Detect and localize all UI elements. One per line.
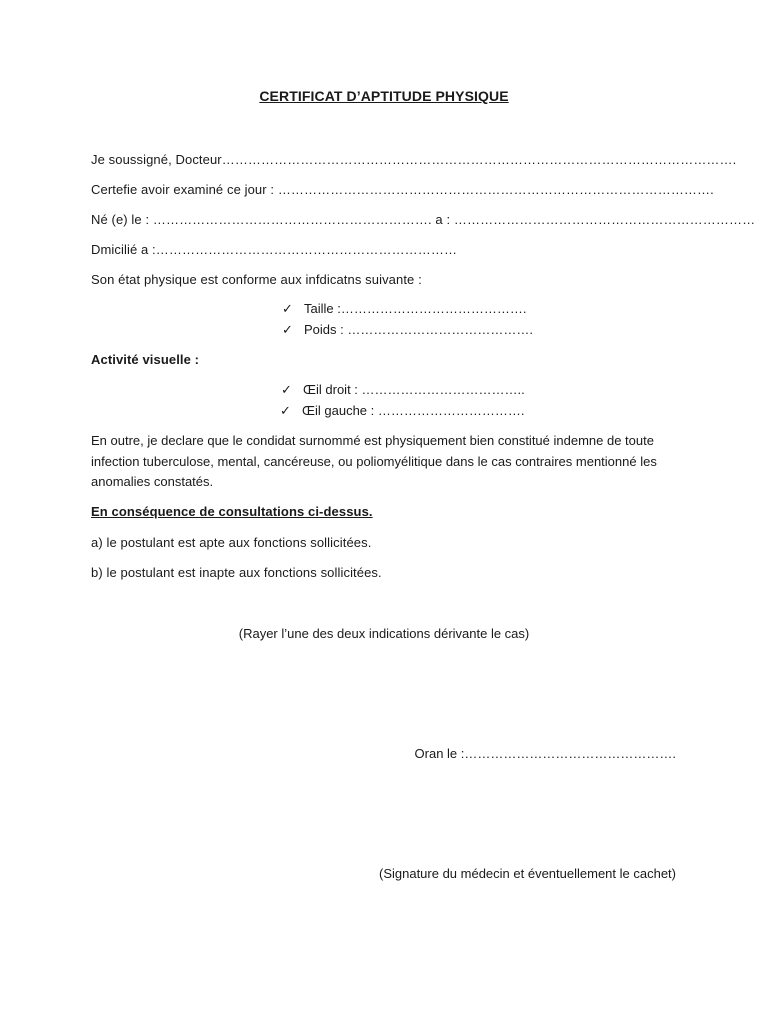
left-eye-item [280, 403, 525, 419]
consequence-heading: En conséquence de consultations ci-dessus. [91, 504, 373, 519]
birth-line: Né (e) le : ………………………………………………………. a : …………………………………………………………… [91, 212, 756, 227]
checkmark-icon: ✓ [282, 301, 293, 316]
option-inapt: b) le postulant est inapte aux fonctions sollicitées. [91, 565, 382, 580]
checkmark-icon: ✓ [281, 382, 292, 397]
examination-date-line: Certefie avoir examiné ce jour : ………………………………………………………………………………………. [91, 182, 714, 197]
height-item [282, 301, 526, 317]
height-label: Taille :……………………………………. [304, 301, 527, 316]
document-title: CERTIFICAT D’APTITUDE PHYSIQUE [259, 88, 509, 104]
address-line: Dmicilié a :…………………………………………………………… [91, 242, 458, 257]
physical-state-line: Son état physique est conforme aux infdicatns suivante : [91, 272, 422, 287]
strike-instruction: (Rayer l’une des deux indications dérivante le cas) [238, 626, 530, 641]
declaration-paragraph: En outre, je declare que le condidat surnommé est physiquement bien constitué indemne de toute infection tuberculose, mental, cancéreuse, ou poliomyélitique dans le cas contraires mentionné les anomalies constatés. [91, 433, 657, 489]
option-apt: a) le postulant est apte aux fonctions sollicitées. [91, 535, 372, 550]
place-date-line: Oran le :…………………………………………. [414, 746, 676, 761]
weight-label: Poids : ……………………………………. [304, 322, 533, 337]
weight-item [282, 322, 533, 338]
signature-line: (Signature du médecin et éventuellement le cachet) [378, 866, 676, 881]
right-eye-item [281, 382, 525, 398]
right-eye-label: Œil droit : ……………………………….. [303, 382, 525, 397]
checkmark-icon: ✓ [280, 403, 291, 418]
visual-activity-heading: Activité visuelle : [91, 352, 200, 367]
left-eye-label: Œil gauche : ……………………………. [302, 403, 525, 418]
checkmark-icon: ✓ [282, 322, 293, 337]
doctor-line: Je soussigné, Docteur………………………………………………………………………………………………………. [91, 152, 737, 167]
